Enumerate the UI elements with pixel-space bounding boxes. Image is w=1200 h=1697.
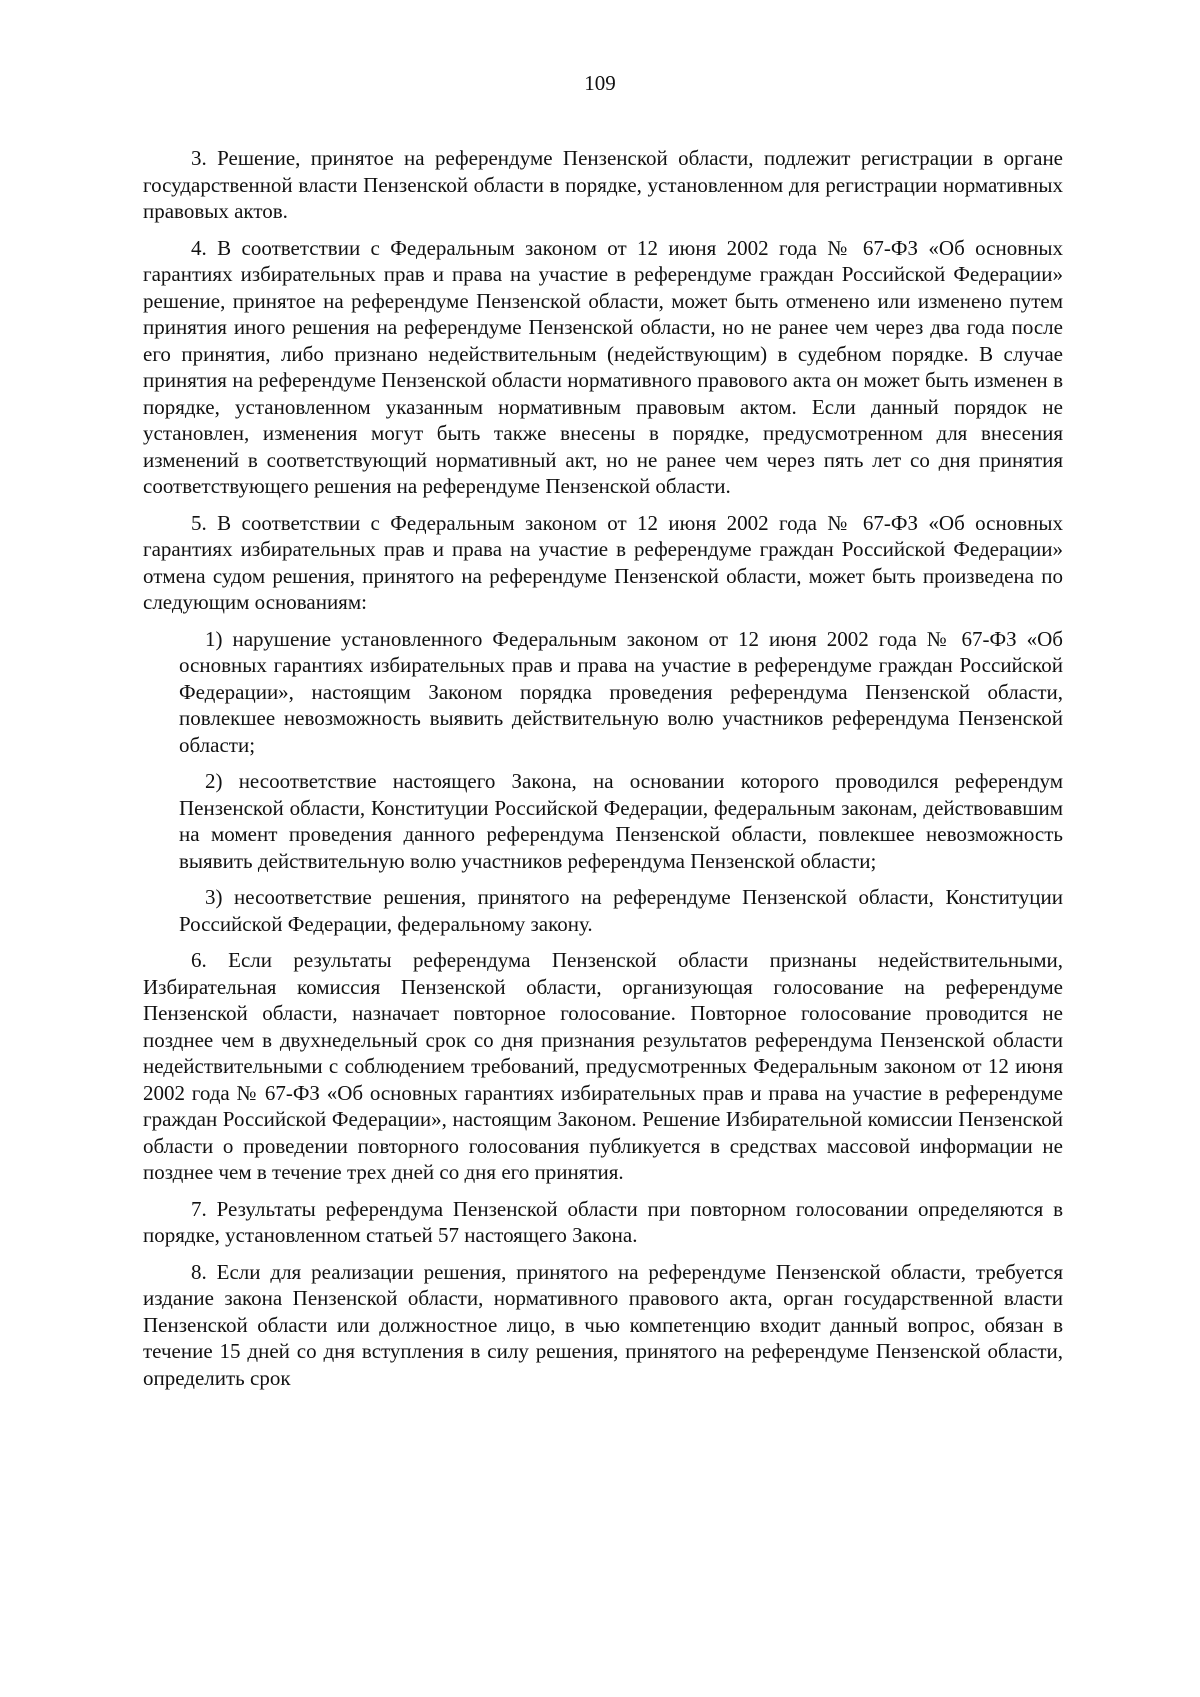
- paragraph-8: 8. Если для реализации решения, принятого на референдуме Пензенской области, требуется издание закона Пензенской области, нормативного правового акта, орган государственной власти Пензенской области или должностное лицо, в чью компетенцию входит данный вопрос, обязан в течение 15 дней со дня вступления в силу решения, принятого на референдуме Пензенской области, определить срок: [143, 1259, 1063, 1390]
- paragraph-5: 5. В соответствии с Федеральным законом от 12 июня 2002 года № 67-ФЗ «Об основных гарантиях избирательных прав и права на участие в референдуме граждан Российской Федерации» отмена судом решения, принятого на референдуме Пензенской области, может быть произведена по следующим основаниям:: [143, 510, 1063, 614]
- page-number: 109: [584, 71, 616, 95]
- paragraph-6: 6. Если результаты референдума Пензенской области признаны недействительными, Избирательная комиссия Пензенской области, организующая голосование на референдуме Пензенской области, назначает повторное голосование. Повторное голосование проводится не позднее чем в двухнедельный срок со дня признания результатов референдума Пензенской области недействительными с соблюдением требований, предусмотренных Федеральным законом от 12 июня 2002 года № 67-ФЗ «Об основных гарантиях избирательных прав и права на участие в референдуме граждан Российской Федерации», настоящим Законом. Решение Избирательной комиссии Пензенской области о проведении повторного голосования публикуется в средствах массовой информации не позднее чем в течение трех дней со дня его принятия.: [143, 948, 1063, 1184]
- paragraph-5-item-3: 3) несоответствие решения, принятого на референдуме Пензенской области, Конституции Российской Федерации, федеральному закону.: [179, 885, 1063, 936]
- document-body: [143, 145, 1063, 1401]
- paragraph-5-item-1: 1) нарушение установленного Федеральным законом от 12 июня 2002 года № 67-ФЗ «Об основных гарантиях избирательных прав и права на участие в референдуме граждан Российской Федерации», настоящим Законом порядка проведения референдума Пензенской области, повлекшее невозможность выявить действительную волю участников референдума Пензенской области;: [179, 626, 1063, 757]
- paragraph-3: 3. Решение, принятое на референдуме Пензенской области, подлежит регистрации в органе государственной власти Пензенской области в порядке, установленном для регистрации нормативных правовых актов.: [143, 146, 1063, 223]
- paragraph-5-item-2: 2) несоответствие настоящего Закона, на основании которого проводился референдум Пензенской области, Конституции Российской Федерации, федеральным законам, действовавшим на момент проведения данного референдума Пензенской области, повлекшее невозможность выявить действительную волю участников референдума Пензенской области;: [179, 769, 1063, 873]
- paragraph-4: 4. В соответствии с Федеральным законом от 12 июня 2002 года № 67-ФЗ «Об основных гарантиях избирательных прав и права на участие в референдуме граждан Российской Федерации» решение, принятое на референдуме Пензенской области, может быть отменено или изменено путем принятия иного решения на референдуме Пензенской области, но не ранее чем через два года после его принятия, либо признано недействительным (недействующим) в судебном порядке. В случае принятия на референдуме Пензенской области нормативного правового акта он может быть изменен в порядке, установленном указанным нормативным правовым актом. Если данный порядок не установлен, изменения могут быть также внесены в порядке, предусмотренном для внесения изменений в соответствующий нормативный акт, но не ранее чем через пять лет со дня принятия соответствующего решения на референдуме Пензенской области.: [143, 235, 1063, 498]
- paragraph-7: 7. Результаты референдума Пензенской области при повторном голосовании определяются в порядке, установленном статьей 57 настоящего Закона.: [143, 1196, 1063, 1247]
